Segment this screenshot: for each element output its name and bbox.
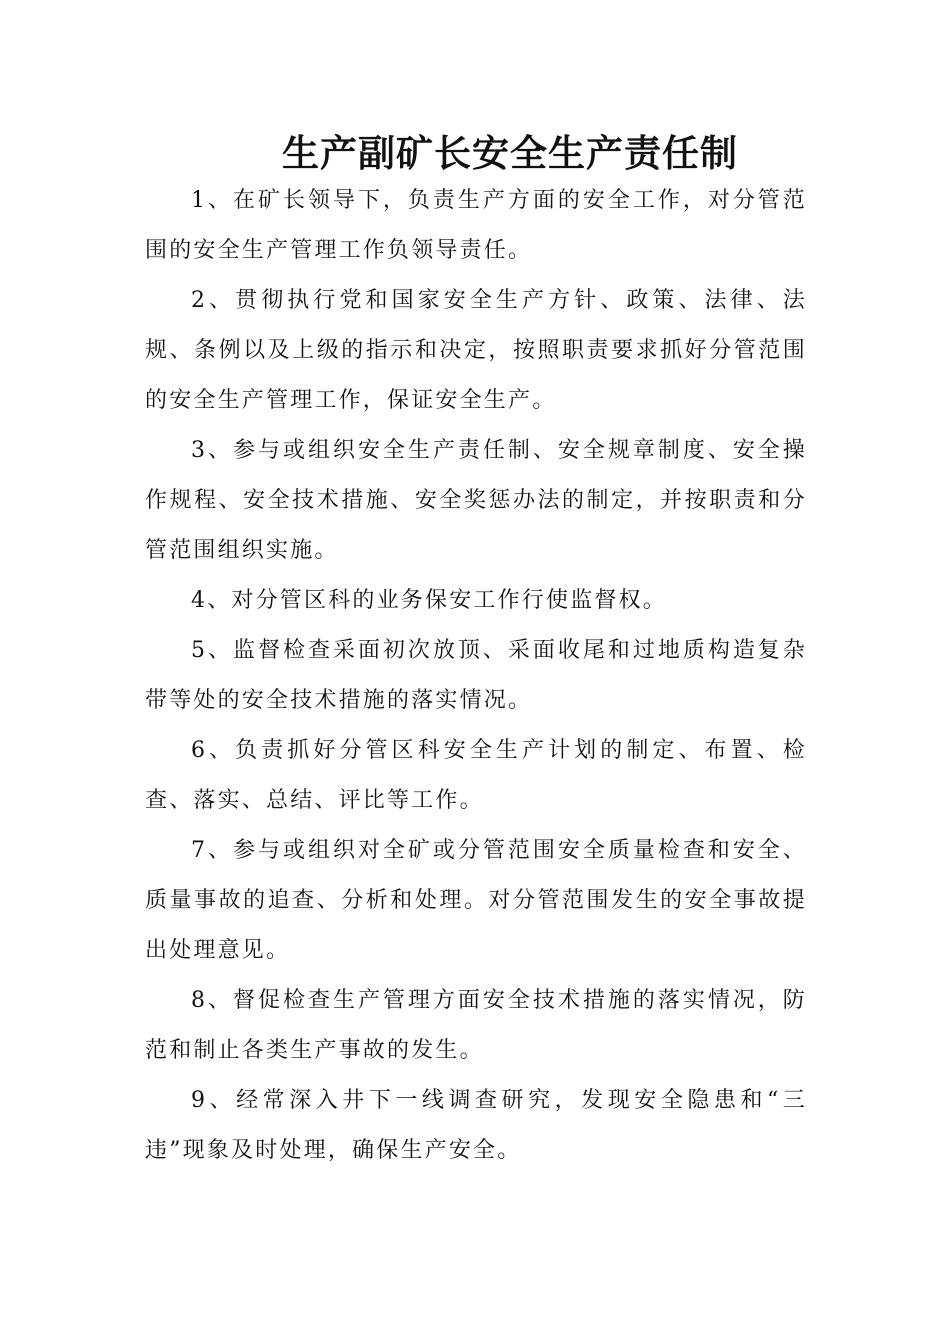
paragraph-4: 4、对分管区科的业务保安工作行使监督权。 (191, 588, 667, 613)
paragraph-9: 9、经常深入井下一线调查研究，发现安全隐患和“三违”现象及时处理，确保生产安全。 (145, 1088, 807, 1163)
paragraph-8: 8、督促检查生产管理方面安全技术措施的落实情况，防范和制止各类生产事故的发生。 (145, 988, 807, 1063)
paragraph-3: 3、参与或组织安全生产责任制、安全规章制度、安全操作规程、安全技术措施、安全奖惩办法的制定，并按职责和分管范围组织实施。 (145, 438, 807, 563)
paragraph-7: 7、参与或组织对全矿或分管范围安全质量检查和安全、质量事故的追查、分析和处理。对分管范围发生的安全事故提出处理意见。 (145, 838, 807, 963)
paragraph-6: 6、负责抓好分管区科安全生产计划的制定、布置、检查、落实、总结、评比等工作。 (145, 738, 807, 813)
document-body (145, 176, 807, 1176)
paragraph-5: 5、监督检查采面初次放顶、采面收尾和过地质构造复杂带等处的安全技术措施的落实情况。 (145, 638, 807, 713)
paragraph-2: 2、贯彻执行党和国家安全生产方针、政策、法律、法规、条例以及上级的指示和决定，按照职责要求抓好分管范围的安全生产管理工作，保证安全生产。 (145, 288, 807, 413)
page-title: 生产副矿长安全生产责任制 (282, 131, 738, 175)
paragraph-1: 1、在矿长领导下，负责生产方面的安全工作，对分管范围的安全生产管理工作负领导责任。 (145, 188, 807, 263)
